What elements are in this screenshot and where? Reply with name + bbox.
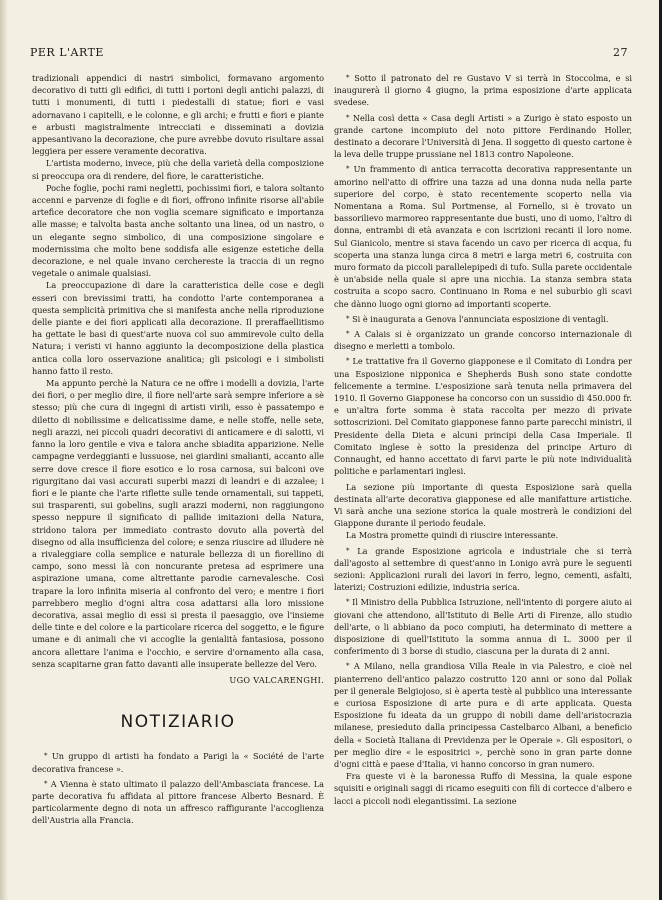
news-text: Un gruppo di artisti ha fondato a Parigi la « Société de l'arte decorativa francese ». [32, 751, 324, 774]
article-paragraph: Ma appunto perchè la Natura ce ne offre i modelli a dovizia, l'arte dei fiori, o per meglio dire, il fiore nell'arte sarà sempre inferiore a sè stesso; più che cura di ingegni di artisti virili, esso è passatempo e diletto di nobilissime e delicatissime dame, e nelle stoffe, nelle sete, negli arazzi, nei piccoli quadri decorativi di anticamere e di salotti, vi fanno la loro gentile e viva e talora anche sbiadita apparizione. Nelle campagne verdeggianti e lussuose, nei giardini smalianti, accanto alle serre dove cresce il fiore esotico e lo rosa carnosa, sui balconi ove rigurgitano dai vasi accurati superbi mazzi di leandri e di azzalee; i fiori e le piante che l'arte riflette sulle tende ornamentali, sui tappeti, sui trasparenti, sui gobelins, sugli arazzi moderni, non raggiungono spesso neppure il significato di pallide imitazioni della Natura, stridono talora per immediato contrasto dovuto alla povertà del disegno od alla insufficienza del colore; e senza riuscire ad illudere nè a rivaleggiare colla semplice e naturale bellezza di un fiorellino di campo, sono messi là con noncurante pretesa ad esprimere una aspirazione umana, come altrettante parodie carnevalesche. Così trapare la loro infinita miseria al confronto del vero; e mentre i fiori parrebbero meglio d'ogni altra cosa adattarsi alla loro missione decorativa, assai meglio di essi si presta il paesaggio, ove l'insieme delle tinte e del colore e la particolare ricerca del soggetto, e le figure umane e di animali che vi accoglie la genialità fantasiosa, possono ancora allettare l'anima e l'occhio, e servire d'ornamento alla casa, senza scapitarne gran fatto davanti alle insuperate bellezze del Vero. [32, 378, 324, 669]
asterism-icon: * [346, 314, 350, 323]
left-column [32, 72, 324, 827]
running-head [30, 46, 628, 60]
news-paragraph: La sezione più importante di questa Esposizione sarà quella destinata all'arte decorativa giapponese ed alle manifatture artistiche. Vi sarà anche una sezione storica la quale mostrerà le condizioni del Giappone durante il periodo feudale. [334, 481, 632, 529]
asterism-icon: * [44, 752, 48, 761]
news-text: La grande Esposizione agricola e industriale che si terrà dall'agosto al settembre di quest'anno in Lonigo avrà pure le seguenti sezioni: Applicazioni rurali dei lavori in ferro, legno, cementi, asfalti, laterizi; Costruzioni edilizie, industria serica. [334, 545, 632, 593]
news-paragraph: La Mostra promette quindi di riuscire interessante. [346, 530, 559, 541]
asterism-icon: * [346, 113, 350, 122]
news-paragraph: Fra queste vi è la baronessa Ruffo di Messina, la quale espone squisiti e originali saggi di ricamo eseguiti con fili di cortecce d'albero e lacci a piccoli nodi elegantissimi. La sezione [334, 771, 632, 806]
news-text: Si è inaugurata a Genova l'annunciata esposizione di ventagli. [352, 313, 609, 324]
news-text: Nella così detta « Casa degli Artisti » a Zurigo è stato esposto un grande cartone incompiuto del noto pittore Ferdinando Holler, destinato a decorare l'Università di Jena. Il soggetto di questo cartone è la leva delle truppe prussiane nel 1813 contro Napoleone. [334, 112, 632, 160]
page-gutter-shadow [0, 0, 8, 900]
news-item [334, 328, 632, 352]
running-title: PER L'ARTE [30, 46, 104, 59]
asterism-icon: * [346, 662, 350, 671]
news-item [32, 778, 324, 827]
author-signature: UGO VALCARENGHI. [229, 674, 324, 685]
asterism-icon: * [346, 546, 350, 555]
news-text: A Calais si è organizzato un grande concorso internazionale di disegno e merletti a tombolo. [334, 329, 632, 352]
news-item [32, 750, 324, 774]
news-text: Un frammento di antica terracotta decorativa rappresentante un amorino nell'atto di offrire una tazza ad una donna nuda nella parte superiore del corpo, è stato recentemente scoperto nella via Nomentana a Roma. Sul Portmense, al Fornello, si è trovato un bassorilievo marmoreo rappresentante due busti, uno di uomo, l'altro di donna, entrambi di età avanzata e con iscrizioni recanti il loro nome. Sul Gianicolo, mentre si stava facendo un cavo per ricerca di acqua, fu scoperta una stanza lunga circa 8 metri e larga metri 6, costruita con muro formato da piccoli parallelepipedi di tufo. Sulla parete occidentale è un'abside nella quale si apre una nicchia. La stanza sembra stata costruita a scopo sacro. Continuano in Roma e nel suburbio gli scavi che dànno luogo ogni giorno ad importanti scoperte. [334, 164, 632, 309]
news-text: Il Ministro della Pubblica Istruzione, nell'intento di porgere aiuto ai giovani che attendono, all'Istituto di Belle Arti di Firenze, allo studio dell'arte, o li abbiano da poco compiuti, ha determinato di mettere a disposizione di quell'Istituto la somma annua di L. 3000 per il conferimento di 3 borse di studio, ciascuna per la durata di 2 anni. [334, 597, 632, 657]
news-item [334, 355, 632, 477]
asterism-icon: * [44, 779, 48, 788]
news-item [334, 163, 632, 309]
news-text: Sotto il patronato del re Gustavo V si terrà in Stoccolma, e si inaugurerà il giorno 4 giugno, la prima esposizione d'arte applicata svedese. [334, 73, 632, 108]
news-text: Le trattative fra il Governo giapponese e il Comitato di Londra per una Esposizione nipponica e Shepherds Bush sono state condotte felicemente a termine. L'esposizione sarà tenuta nella primavera del 1910. Il Governo Giapponese ha concorso con un sussidio di 450.000 fr. e un'altra forte somma è stata raccolta per mezzo di private sottoscrizioni. Del Comitato giapponese fanno parte parecchi ministri, il Presidente della Dieta e alcuni principi della Casa Imperiale. Il Comitato inglese è sotto la presidenza del principe Arturo di Connaught, ed hanno accettato di farvi parte le più note individualità politiche e parlamentari inglesi. [334, 356, 632, 477]
news-item [334, 545, 632, 594]
asterism-icon: * [346, 598, 350, 607]
asterism-icon: * [346, 165, 350, 174]
news-text: A Milano, nella grandiosa Villa Reale in via Palestro, e cioè nel pianterreno dell'antico palazzo costrutto 120 anni or sono dal Pollak per il generale Belgiojoso, si è aperta testè al pubblico una interessante e curiosa Esposizione di arte pura e di arte applicata. Questa Esposizione fu ideata da un gruppo di nobili dame dell'aristocrazia milanese, presieduto dalla principessa Castelbarco Albani, a beneficio della « Società Italiana di Previdenza per le Operaie ». Gli espositori, o per meglio dire « le espositrici », perchè sono in gran parte donne d'ogni città e paese d'Italia, vi hanno concorso in gran numero. [334, 661, 632, 769]
article-paragraph: Poche foglie, pochi rami negletti, pochissimi fiori, e talora soltanto accenni e parvenze di foglie e di fiori, offrono infinite risorse all'abile artefice decoratore che non voglia scemare significato e importanza alle masse; e talvolta basta anche soltanto una linea, od un nastro, o un elegante segno simbolico, di una composizione singolare e modernissima che molto bene soddisfa alle esigenze estetiche della decorazione, e nel quale invano cerchereste la traccia di un regno vegetale o animale qualsiasi. [32, 182, 324, 279]
news-item [334, 596, 632, 657]
page-number: 27 [613, 46, 628, 59]
news-item [334, 112, 632, 161]
article-paragraph: L'artista moderno, invece, più che della varietà della composizione si preoccupa ora di rendere, del fiore, le caratteristiche. [32, 158, 324, 181]
section-title: NOTIZIARIO [120, 712, 236, 733]
news-item [334, 313, 632, 325]
article-paragraph: tradizionali appendici di nastri simbolici, formavano argomento decorativo di tutti gli edifici, di tutti i portoni degli antichi palazzi, di tutti i monumenti, di tutti i piedestalli di statue; fiori e vasi adornavano i capitelli, e le colonne, e gli archi; e frutti e fiori e piante e arbusti magistralmente intrecciati e disseminati a dovizia appesantivano la decorazione, che pure avrebbe dovuto risultare assai leggiera per essere veramente decorativa. [32, 73, 324, 157]
right-column [334, 72, 632, 807]
asterism-icon: * [346, 74, 350, 82]
news-item [334, 660, 632, 770]
asterism-icon: * [346, 330, 350, 339]
news-text: A Vienna è stato ultimato il palazzo dell'Ambasciata francese. La parte decorativa fu affidata al pittore francese Alberto Besnard. È particolarmente degno di nota un affresco raffigurante l'accoglienza dell'Austria alla Francia. [32, 778, 324, 826]
asterism-icon: * [346, 357, 350, 366]
article-paragraph: La preoccupazione di dare la caratteristica delle cose e degli esseri con brevissimi tratti, ha condotto l'arte contemporanea a questa semplicità primitiva che si manifesta anche nella riproduzione delle piante e dei fiori applicati alla decorazione. Il preraffaellitismo ha gettate le basi di quest'arte nuova col suo ammirevole culto della Natura; i veristi vi hanno aggiunto la decomposizione della plastica antica colla loro osservazione analitica; gli psicologi e i simbolisti hanno fatto il resto. [32, 280, 324, 376]
news-item [334, 72, 632, 109]
